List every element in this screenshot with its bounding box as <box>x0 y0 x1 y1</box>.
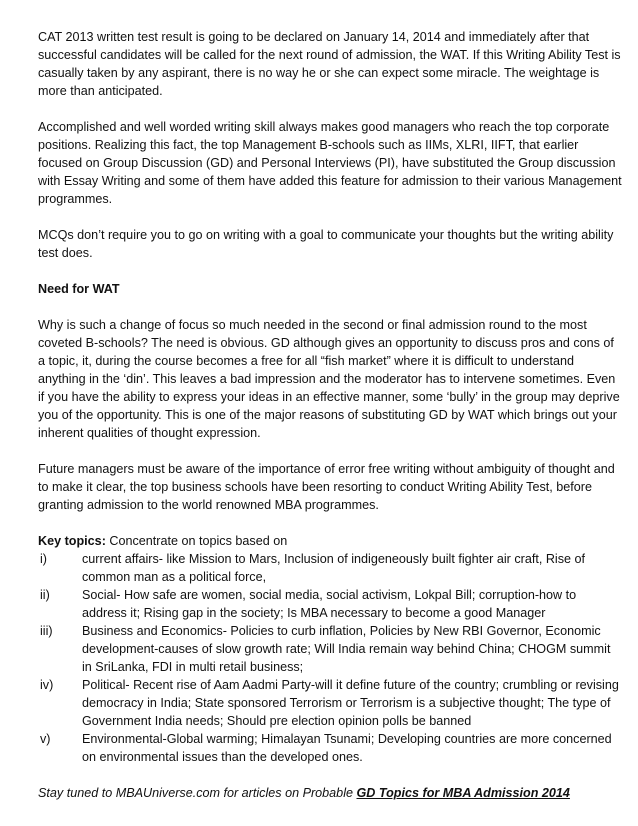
list-item-text: current affairs- like Mission to Mars, Inclusion of indigeneously built fighter air craft, Rise of common man as a political force, <box>82 552 586 584</box>
list-item-text: Business and Economics- Policies to curb inflation, Policies by New RBI Governor, Economic development-causes of slow growth rate; Will India remain way behind China; CHOGM summit in SriLanka, FDI in multi retail business; <box>82 624 611 674</box>
need-paragraph-2: Future managers must be aware of the importance of error free writing without ambiguity of thought and to make it clear, the top business schools have been resorting to conduct Writing Ability Test, before granting admission to the world renowned MBA programmes. <box>38 462 615 512</box>
key-topics-list <box>38 550 622 766</box>
list-item-text: Social- How safe are women, social media, social activism, Lokpal Bill; corruption-how to address it; Rising gap in the society; Is MBA necessary to become a good Manager <box>82 588 577 620</box>
list-item-number: v) <box>40 732 51 746</box>
list-item-number: iv) <box>40 678 54 692</box>
footer-prefix: Stay tuned to MBAUniverse.com for articles on Probable <box>38 786 357 800</box>
intro-paragraph-1: CAT 2013 written test result is going to be declared on January 14, 2014 and immediately after that successful candidates will be called for the next round of admission, the WAT. If this Writing Ability Test is casually taken by any aspirant, there is no way he or she can expect some miracle. The weightage is more than anticipated. <box>38 30 621 98</box>
list-item-text: Environmental-Global warming; Himalayan Tsunami; Developing countries are more concerned on environmental issues than the developed ones. <box>82 732 612 764</box>
footer-note <box>38 784 622 802</box>
need-for-wat-heading: Need for WAT <box>38 282 120 296</box>
key-topics-intro-text: Concentrate on topics based on <box>109 534 288 548</box>
key-topics-label: Key topics: <box>38 534 106 548</box>
list-item <box>38 730 622 766</box>
intro-paragraph-2: Accomplished and well worded writing skill always makes good managers who reach the top corporate positions. Realizing this fact, the top Management B-schools such as IIMs, XLRI, IIFT, that earlier focused on Group Discussion (GD) and Personal Interviews (PI), have substituted the Group discussion with Essay Writing and some of them have added this feature for admission to their various Management programmes. <box>38 120 622 206</box>
list-item-text: Political- Recent rise of Aam Aadmi Party-will it define future of the country; crumbling or revising democracy in India; State sponsored Terrorism or Terrorism is a subjective thought; The type of Government India needs; Should pre election opinion polls be banned <box>82 678 619 728</box>
key-topics-intro <box>38 532 622 550</box>
list-item-number: ii) <box>40 588 50 602</box>
list-item <box>38 586 622 622</box>
gd-topics-link[interactable]: GD Topics for MBA Admission 2014 <box>356 786 570 800</box>
list-item <box>38 550 622 586</box>
list-item-number: i) <box>40 552 47 566</box>
list-item <box>38 676 622 730</box>
list-item-number: iii) <box>40 624 53 638</box>
need-paragraph-1: Why is such a change of focus so much needed in the second or final admission round to the most coveted B-schools? The need is obvious. GD although gives an opportunity to discuss pros and cons of a topic, it, during the course becomes a free for all “fish market” where it is difficult to understand anything in the ‘din’. This leaves a bad impression and the moderator has to intervene sometimes. Even if you have the ability to express your ideas in an effective manner, some ‘bully’ in the group may deprive you of the opportunity. This is one of the major reasons of substituting GD by WAT which brings out your inherent qualities of thought expression. <box>38 318 620 440</box>
intro-paragraph-3: MCQs don’t require you to go on writing with a goal to communicate your thoughts but the writing ability test does. <box>38 228 614 260</box>
list-item <box>38 622 622 676</box>
